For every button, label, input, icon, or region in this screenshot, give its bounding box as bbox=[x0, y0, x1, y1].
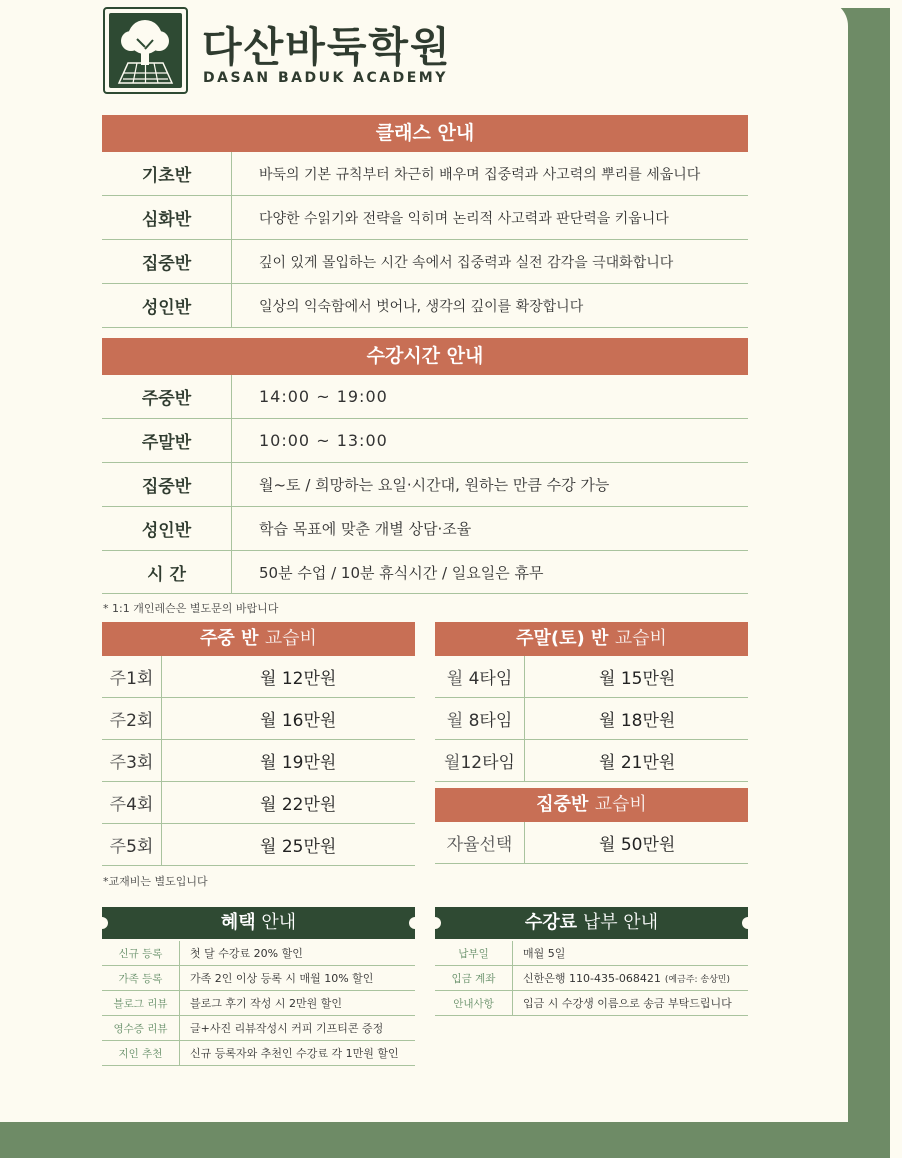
notch-right bbox=[742, 917, 754, 929]
tree-go-board-icon bbox=[109, 13, 182, 88]
weekday-fee-row bbox=[102, 782, 415, 824]
weekend-fee-row bbox=[435, 656, 748, 698]
benefit-type: 가족 등록 bbox=[102, 966, 180, 990]
fee-amount: 월 15만원 bbox=[599, 669, 676, 689]
class-description: 일상의 익숙함에서 벗어나, 생각의 깊이를 확장합니다 bbox=[259, 298, 584, 315]
intensive-fee-header bbox=[435, 788, 748, 822]
notch-left bbox=[96, 917, 108, 929]
class-row bbox=[102, 152, 748, 196]
fee-frequency bbox=[102, 824, 162, 865]
benefit-detail: 첫 달 수강료 20% 할인 bbox=[190, 947, 303, 960]
payment-detail: 입금 시 수강생 이름으로 송금 부탁드립니다 bbox=[523, 997, 732, 1010]
fee-prefix: 주 bbox=[109, 837, 127, 857]
weekend-fee-title: 주말(토) 반 bbox=[516, 628, 609, 649]
payment-item: 입금 계좌 bbox=[435, 966, 513, 990]
benefit-detail: 글+사진 리뷰작성시 커피 기프티콘 증정 bbox=[190, 1022, 384, 1035]
weekend-fee-row bbox=[435, 698, 748, 740]
fee-amount: 월 21만원 bbox=[599, 753, 676, 773]
notch-left bbox=[429, 917, 441, 929]
fee-count: 4타임 bbox=[463, 669, 513, 689]
benefits-title: 혜택 bbox=[220, 912, 256, 933]
payment-row bbox=[435, 941, 748, 966]
payment-header bbox=[435, 907, 748, 939]
academy-logo bbox=[103, 7, 188, 94]
class-row bbox=[102, 240, 748, 284]
schedule-row bbox=[102, 419, 748, 463]
class-info-header: 클래스 안내 bbox=[102, 115, 748, 152]
right-edge bbox=[890, 0, 902, 1158]
schedule-time: 50분 수업 / 10분 휴식시간 / 일요일은 휴무 bbox=[259, 563, 544, 582]
fee-frequency: 자율선택 bbox=[435, 822, 525, 863]
payment-row bbox=[435, 991, 748, 1016]
fee-amount: 월 50만원 bbox=[599, 835, 676, 855]
payment-detail bbox=[523, 966, 730, 990]
academy-english-name: DASAN BADUK ACADEMY bbox=[203, 70, 448, 86]
intensive-fee-subtitle: 교습비 bbox=[594, 794, 647, 815]
bank-account: 신한은행 110-435-068421 bbox=[523, 972, 661, 985]
benefits-header bbox=[102, 907, 415, 939]
fee-frequency bbox=[102, 656, 162, 697]
payment-title: 수강료 bbox=[524, 912, 578, 933]
weekend-fee-header bbox=[435, 622, 748, 656]
class-description: 깊이 있게 몰입하는 시간 속에서 집중력과 실전 감각을 극대화합니다 bbox=[259, 254, 674, 271]
fee-count: 1회 bbox=[126, 669, 154, 689]
class-row bbox=[102, 196, 748, 240]
private-lesson-note: * 1:1 개인레슨은 별도문의 바랍니다 bbox=[103, 602, 279, 615]
fee-frequency bbox=[435, 698, 525, 739]
payment-detail: 매월 5일 bbox=[523, 947, 566, 960]
textbook-fee-note: *교재비는 별도입니다 bbox=[103, 875, 208, 888]
weekday-fee-title: 주중 반 bbox=[200, 628, 259, 649]
fee-amount: 월 16만원 bbox=[260, 711, 337, 731]
schedule-row bbox=[102, 507, 748, 551]
notch-right bbox=[409, 917, 421, 929]
weekend-fee-row bbox=[435, 740, 748, 782]
class-description: 바둑의 기본 규칙부터 차근히 배우며 집중력과 사고력의 뿌리를 세웁니다 bbox=[259, 166, 701, 183]
payment-row bbox=[435, 966, 748, 991]
benefit-row bbox=[102, 941, 415, 966]
benefits-subtitle: 안내 bbox=[261, 912, 297, 933]
benefit-detail: 신규 등록자와 추천인 수강료 각 1만원 할인 bbox=[190, 1047, 399, 1060]
weekday-fee-header bbox=[102, 622, 415, 656]
fee-count: 12타임 bbox=[460, 753, 515, 773]
weekday-fee-row bbox=[102, 824, 415, 866]
academy-name: 다산바둑학원 bbox=[202, 23, 452, 71]
fee-prefix: 월 bbox=[446, 711, 464, 731]
benefit-row bbox=[102, 966, 415, 991]
schedule-header: 수강시간 안내 bbox=[102, 338, 748, 375]
benefit-row bbox=[102, 1016, 415, 1041]
schedule-time: 10:00 ~ 13:00 bbox=[259, 431, 388, 450]
schedule-row bbox=[102, 375, 748, 419]
intensive-fee-title: 집중반 bbox=[536, 794, 589, 815]
fee-count: 5회 bbox=[126, 837, 154, 857]
weekday-fee-row bbox=[102, 656, 415, 698]
fee-prefix: 주 bbox=[109, 795, 127, 815]
schedule-label: 성인반 bbox=[102, 507, 232, 550]
fee-frequency bbox=[435, 740, 525, 781]
fee-count: 2회 bbox=[126, 711, 154, 731]
fee-prefix: 월 bbox=[444, 753, 461, 773]
class-row bbox=[102, 284, 748, 328]
benefit-type: 지인 추천 bbox=[102, 1041, 180, 1065]
class-label: 성인반 bbox=[102, 284, 232, 327]
class-label: 기초반 bbox=[102, 152, 232, 195]
fee-prefix: 주 bbox=[109, 669, 127, 689]
benefit-row bbox=[102, 991, 415, 1016]
weekday-fee-subtitle: 교습비 bbox=[264, 628, 317, 649]
fee-frequency bbox=[102, 782, 162, 823]
fee-amount: 월 18만원 bbox=[599, 711, 676, 731]
schedule-row bbox=[102, 463, 748, 507]
class-description: 다양한 수읽기와 전략을 익히며 논리적 사고력과 판단력을 키웁니다 bbox=[259, 210, 669, 227]
schedule-row bbox=[102, 551, 748, 594]
fee-amount: 월 25만원 bbox=[260, 837, 337, 857]
schedule-time: 월~토 / 희망하는 요일·시간대, 원하는 만큼 수강 가능 bbox=[259, 476, 610, 494]
fee-prefix: 월 bbox=[446, 669, 464, 689]
payment-item: 안내사항 bbox=[435, 991, 513, 1015]
schedule-label: 주중반 bbox=[102, 375, 232, 418]
payment-item: 납부일 bbox=[435, 941, 513, 965]
benefit-detail: 블로그 후기 작성 시 2만원 할인 bbox=[190, 997, 342, 1010]
schedule-time: 14:00 ~ 19:00 bbox=[259, 387, 388, 406]
schedule-label: 시 간 bbox=[102, 551, 232, 593]
fee-prefix: 주 bbox=[109, 711, 127, 731]
fee-count: 4회 bbox=[126, 795, 154, 815]
account-holder: (예금주: 송상민) bbox=[664, 974, 731, 985]
fee-frequency bbox=[102, 698, 162, 739]
fee-amount: 월 19만원 bbox=[260, 753, 337, 773]
benefit-detail: 가족 2인 이상 등록 시 매월 10% 할인 bbox=[190, 972, 374, 985]
payment-subtitle: 납부 안내 bbox=[582, 912, 659, 933]
benefit-type: 영수증 리뷰 bbox=[102, 1016, 180, 1040]
class-label: 집중반 bbox=[102, 240, 232, 283]
intensive-fee-row bbox=[435, 822, 748, 864]
fee-amount: 월 12만원 bbox=[260, 669, 337, 689]
fee-amount: 월 22만원 bbox=[260, 795, 337, 815]
schedule-label: 집중반 bbox=[102, 463, 232, 506]
schedule-label: 주말반 bbox=[102, 419, 232, 462]
benefit-row bbox=[102, 1041, 415, 1066]
schedule-time: 학습 목표에 맞춘 개별 상담·조율 bbox=[259, 520, 472, 538]
class-label: 심화반 bbox=[102, 196, 232, 239]
weekday-fee-row bbox=[102, 740, 415, 782]
fee-prefix: 주 bbox=[109, 753, 127, 773]
fee-frequency bbox=[435, 656, 525, 697]
fee-frequency bbox=[102, 740, 162, 781]
benefit-type: 블로그 리뷰 bbox=[102, 991, 180, 1015]
fee-count: 8타임 bbox=[463, 711, 513, 731]
weekday-fee-row bbox=[102, 698, 415, 740]
benefit-type: 신규 등록 bbox=[102, 941, 180, 965]
weekend-fee-subtitle: 교습비 bbox=[614, 628, 667, 649]
fee-count: 3회 bbox=[126, 753, 154, 773]
